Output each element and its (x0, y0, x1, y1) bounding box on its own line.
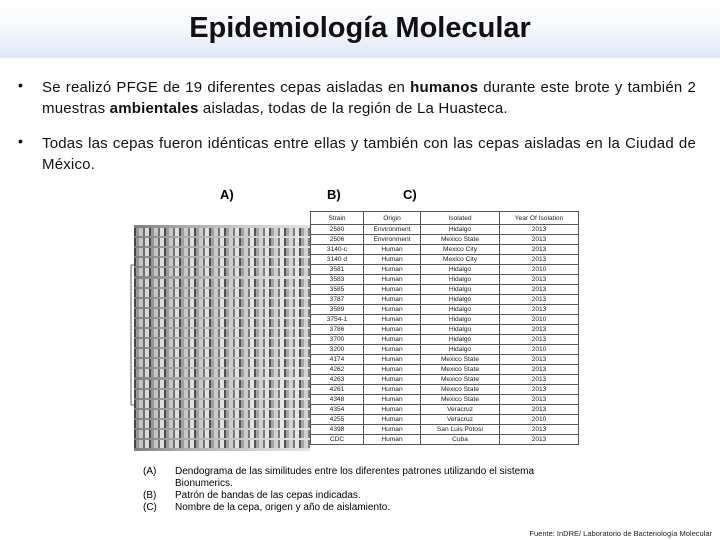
cell-isolated: Mexico State (421, 235, 500, 245)
cell-strain: 3700 (311, 335, 364, 345)
legend-key: (A) (143, 466, 157, 477)
table-row (311, 435, 579, 445)
cell-isolated: Cuba (421, 435, 500, 445)
cell-year: 2013 (500, 395, 579, 405)
table-header-row (311, 212, 579, 225)
cell-origin: Human (364, 395, 421, 405)
cell-year: 2013 (500, 375, 579, 385)
bullet-item (14, 133, 696, 175)
cell-strain: 3589 (311, 305, 364, 315)
cell-year: 2013 (500, 225, 579, 235)
cell-origin: Human (364, 255, 421, 265)
cell-year: 2013 (500, 425, 579, 435)
cell-year: 2013 (500, 355, 579, 365)
cell-isolated: Mexico State (421, 395, 500, 405)
gel-lane (134, 238, 310, 246)
cell-origin: Human (364, 415, 421, 425)
cell-strain: 2580 (311, 225, 364, 235)
cell-origin: Human (364, 365, 421, 375)
cell-isolated: Hidalgo (421, 285, 500, 295)
cell-year: 2013 (500, 275, 579, 285)
cell-origin: Human (364, 355, 421, 365)
cell-strain: 4354 (311, 405, 364, 415)
cell-isolated: Hidalgo (421, 325, 500, 335)
cell-year: 2013 (500, 325, 579, 335)
cell-origin: Human (364, 315, 421, 325)
table-row (311, 295, 579, 305)
cell-strain: 3200 (311, 345, 364, 355)
cell-isolated: Hidalgo (421, 345, 500, 355)
table-row (311, 385, 579, 395)
gel-lane (134, 339, 310, 347)
cell-year: 2010 (500, 265, 579, 275)
figure-legend (143, 466, 583, 514)
table-row (311, 245, 579, 255)
panel-label-a: A) (220, 187, 234, 202)
legend-text: Dendograma de las similitudes entre los diferentes patrones utilizando el sistema Bionumerics. (175, 466, 535, 489)
cell-origin: Human (364, 385, 421, 395)
gel-lane (134, 359, 310, 367)
cell-isolated: Mexico City (421, 245, 500, 255)
bullet-icon: • (18, 133, 23, 149)
cell-isolated: Hidalgo (421, 265, 500, 275)
cell-origin: Environment (364, 235, 421, 245)
gel-lane (134, 309, 310, 317)
gel-lane (134, 299, 310, 307)
cell-isolated: Mexico City (421, 255, 500, 265)
cell-origin: Human (364, 305, 421, 315)
bullet-list (14, 77, 696, 189)
cell-year: 2010 (500, 345, 579, 355)
cell-strain: 3583 (311, 275, 364, 285)
table-row (311, 345, 579, 355)
cell-isolated: Hidalgo (421, 305, 500, 315)
cell-year: 2013 (500, 435, 579, 445)
cell-strain: 4255 (311, 415, 364, 425)
gel-lane (134, 380, 310, 388)
gel-lane (134, 410, 310, 418)
gel-lane (134, 329, 310, 337)
strain-table (310, 211, 579, 445)
cell-isolated: Mexico State (421, 385, 500, 395)
cell-strain: CDC (311, 435, 364, 445)
table-row (311, 265, 579, 275)
column-header-strain: Strain (311, 212, 364, 225)
cell-strain: 4263 (311, 375, 364, 385)
gel-lane (134, 258, 310, 266)
cell-strain: 2506 (311, 235, 364, 245)
table-row (311, 365, 579, 375)
gel-lane (134, 228, 310, 236)
cell-origin: Human (364, 275, 421, 285)
cell-origin: Human (364, 335, 421, 345)
emphasis-ambientales: ambientales (109, 100, 199, 117)
table-row (311, 305, 579, 315)
cell-year: 2013 (500, 285, 579, 295)
gel-lane (134, 279, 310, 287)
table-row (311, 355, 579, 365)
cell-strain: 4174 (311, 355, 364, 365)
cell-strain: 4261 (311, 385, 364, 395)
column-header-year: Year Of Isolation (500, 212, 579, 225)
legend-item (143, 490, 583, 502)
gel-lane (134, 400, 310, 408)
cell-strain: 4348 (311, 395, 364, 405)
table-row (311, 315, 579, 325)
column-header-origin: Origin (364, 212, 421, 225)
source-credit: Fuente: InDRE/ Laboratorio de Bacteriología Molecular (529, 529, 712, 538)
table-row (311, 255, 579, 265)
cell-origin: Human (364, 265, 421, 275)
table-row (311, 285, 579, 295)
gel-lane (134, 440, 310, 448)
cell-origin: Human (364, 405, 421, 415)
cell-year: 2010 (500, 415, 579, 425)
legend-text: Nombre de la cepa, origen y año de aislamiento. (175, 502, 391, 513)
table-row (311, 425, 579, 435)
cell-isolated: Mexico State (421, 375, 500, 385)
legend-item (143, 502, 583, 514)
cell-strain: 3140-c (311, 245, 364, 255)
gel-band-image (134, 225, 310, 451)
table-row (311, 405, 579, 415)
cell-year: 2013 (500, 385, 579, 395)
cell-isolated: Hidalgo (421, 295, 500, 305)
legend-key: (B) (143, 490, 157, 501)
cell-year: 2013 (500, 235, 579, 245)
cell-origin: Human (364, 245, 421, 255)
cell-strain: 3786 (311, 325, 364, 335)
cell-origin: Human (364, 375, 421, 385)
gel-lane (134, 390, 310, 398)
pfge-figure (123, 185, 596, 520)
legend-text: Patrón de bandas de las cepas indicadas. (175, 490, 361, 501)
cell-isolated: Mexico State (421, 365, 500, 375)
cell-isolated: Veracruz (421, 415, 500, 425)
cell-origin: Environment (364, 225, 421, 235)
bullet-text: Se realizó PFGE de 19 diferentes cepas aisladas en humanos durante este brote y también 2 muestras ambientales aisladas, todas de la región de La Huasteca. (42, 79, 697, 117)
cell-strain: 4262 (311, 365, 364, 375)
bullet-text: Todas las cepas fueron idénticas entre ellas y también con las cepas aisladas en la Ciudad de México. (42, 135, 696, 173)
cell-isolated: Hidalgo (421, 335, 500, 345)
gel-lane (134, 248, 310, 256)
cell-year: 2013 (500, 365, 579, 375)
table-row (311, 375, 579, 385)
table-row (311, 335, 579, 345)
gel-lane (134, 268, 310, 276)
cell-isolated: Hidalgo (421, 315, 500, 325)
cell-year: 2010 (500, 315, 579, 325)
legend-item (143, 466, 583, 490)
slide-title: Epidemiología Molecular (189, 12, 531, 44)
gel-lane (134, 349, 310, 357)
cell-year: 2013 (500, 255, 579, 265)
cell-strain: 3787 (311, 295, 364, 305)
cell-year: 2013 (500, 245, 579, 255)
column-header-isolated: Isolated (421, 212, 500, 225)
cell-isolated: Hidalgo (421, 225, 500, 235)
cell-origin: Human (364, 325, 421, 335)
cell-origin: Human (364, 285, 421, 295)
table-row (311, 275, 579, 285)
cell-isolated: Veracruz (421, 405, 500, 415)
legend-key: (C) (143, 502, 157, 513)
cell-year: 2013 (500, 405, 579, 415)
cell-strain: 4398 (311, 425, 364, 435)
cell-strain: 3581 (311, 265, 364, 275)
cell-origin: Human (364, 345, 421, 355)
cell-origin: Human (364, 295, 421, 305)
cell-year: 2013 (500, 295, 579, 305)
bullet-item (14, 77, 696, 119)
table-row (311, 325, 579, 335)
cell-strain: 3140 d (311, 255, 364, 265)
gel-lane (134, 420, 310, 428)
table-row (311, 235, 579, 245)
table-row (311, 395, 579, 405)
cell-isolated: Hidalgo (421, 275, 500, 285)
cell-year: 2013 (500, 305, 579, 315)
bullet-icon: • (18, 77, 23, 93)
cell-origin: Human (364, 435, 421, 445)
gel-lane (134, 430, 310, 438)
cell-strain: 3754-1 (311, 315, 364, 325)
table-row (311, 225, 579, 235)
panel-label-b: B) (327, 187, 341, 202)
table-row (311, 415, 579, 425)
cell-strain: 3585 (311, 285, 364, 295)
cell-isolated: Mexico State (421, 355, 500, 365)
gel-lane (134, 369, 310, 377)
gel-lane (134, 319, 310, 327)
emphasis-humanos: humanos (410, 79, 479, 96)
cell-isolated: San Luis Potosí (421, 425, 500, 435)
panel-label-c: C) (403, 187, 417, 202)
gel-lane (134, 289, 310, 297)
cell-year: 2013 (500, 335, 579, 345)
cell-origin: Human (364, 425, 421, 435)
